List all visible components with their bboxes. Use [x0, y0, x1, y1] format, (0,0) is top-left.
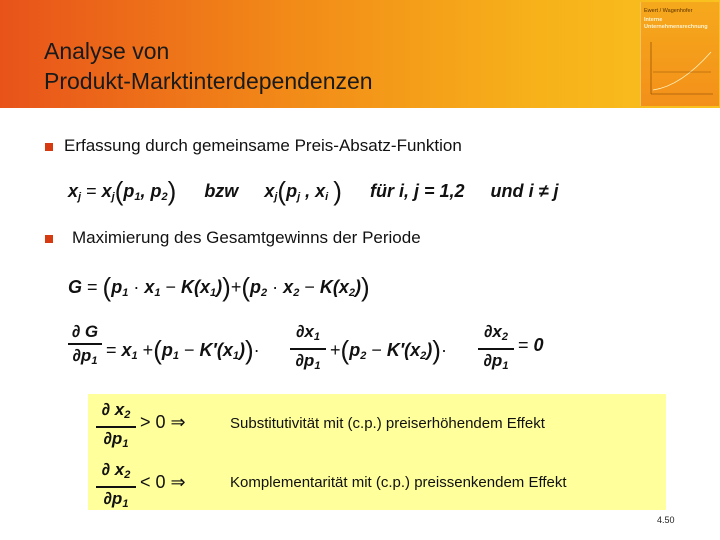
- formula-total-profit: $G = (p_1 \cdot x_1 - K(x_1))+(p_2 \cdot x_2 - K(x_2))$: [68, 272, 370, 302]
- book-cover-thumbnail: [640, 2, 719, 106]
- fraction-dx2-dp1-negative: ∂ $x_2$ $\partial p_1$: [96, 460, 136, 514]
- thumbnail-title-1: Interne: [644, 17, 663, 23]
- complementarity-text: Komplementarität mit (c.p.) preissenkendem Effekt: [230, 474, 567, 491]
- formula1-und: und: [490, 181, 524, 201]
- thumbnail-graph-icon: [641, 2, 719, 106]
- bullet-text-1: Erfassung durch gemeinsame Preis-Absatz-Funktion: [64, 136, 462, 155]
- formula1-lhs: $x_j = x_j(p_1$, $p_2$): [68, 176, 177, 206]
- fraction-dx2-dp1-positive: ∂ $x_2$ $\partial p_1$: [96, 400, 136, 454]
- bullet-marker: [45, 143, 53, 151]
- less-than-zero-implies: < 0 ⇒: [140, 472, 186, 492]
- page-title: [44, 36, 373, 96]
- formula1-bzw: bzw: [204, 181, 239, 201]
- formula1-indices: i, j = 1,2: [398, 181, 465, 201]
- greater-than-zero-implies: > 0 ⇒: [140, 412, 186, 432]
- bullet-text-2: Maximierung des Gesamtgewinns der Periode: [72, 228, 421, 247]
- bullet-marker: [45, 235, 53, 243]
- formula1-fuer: für: [369, 181, 394, 201]
- substitutivity-text: Substitutivität mit (c.p.) preiserhöhendem Effekt: [230, 415, 545, 432]
- title-line-2: Produkt-Marktinterdependenzen: [44, 68, 373, 94]
- page-number: 4.50: [657, 515, 675, 525]
- thumbnail-title-2: Unternehmensrechnung: [644, 24, 708, 30]
- fraction-dx1-dp1: $\partial x_1$ $\partial p_1$: [290, 322, 326, 376]
- thumbnail-authors: Ewert / Wagenhofer: [644, 8, 693, 14]
- formula-demand-function: $x_j = x_j(p_1$, $p_2$) bzw $x_j(p_j$ , $x_i$ ) für i, j = 1,2 und i ≠ j: [68, 176, 559, 206]
- fraction-dG-dp1: ∂ G $\partial p_1$: [68, 322, 102, 371]
- title-line-1: Analyse von: [44, 38, 170, 64]
- fraction-dx2-dp1: $\partial x_2$ $\partial p_1$: [478, 322, 514, 376]
- formula1-neq: i ≠ j: [528, 181, 559, 201]
